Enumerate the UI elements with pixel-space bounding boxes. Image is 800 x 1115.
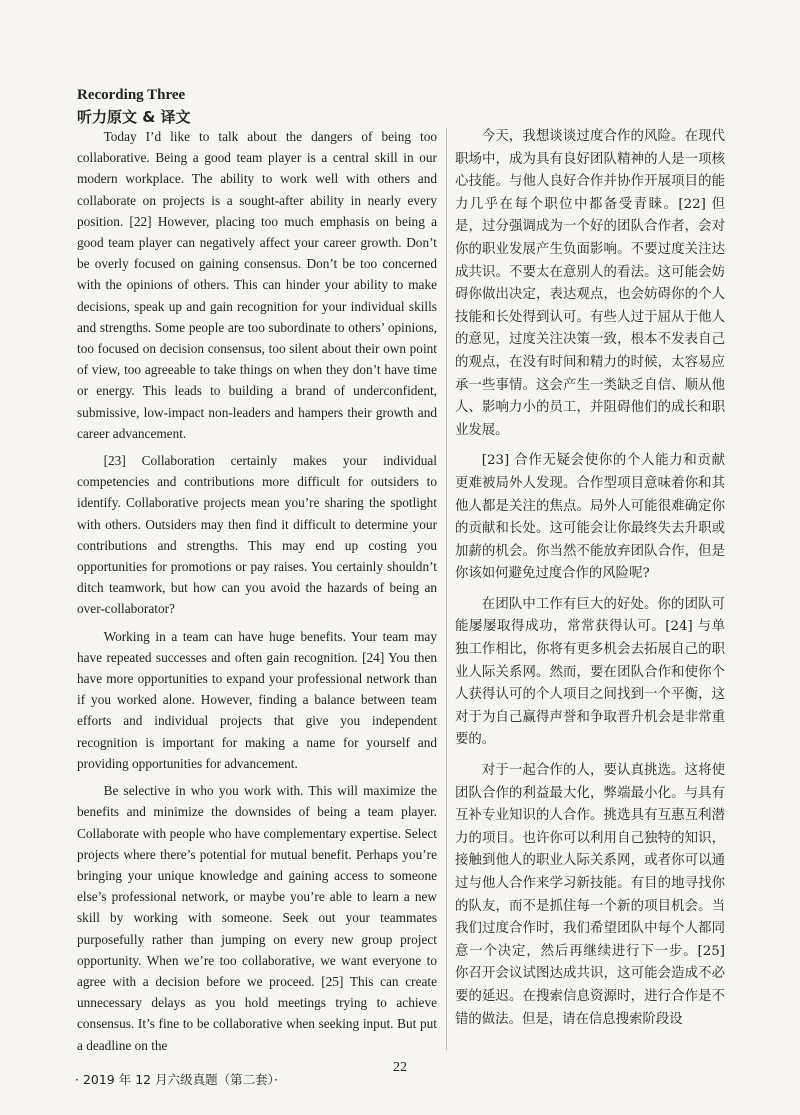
section-title: Recording Three — [77, 87, 186, 103]
section-subtitle: 听力原文 & 译文 — [77, 108, 191, 126]
english-paragraph-1: Today I’d like to talk about the dangers of being too collaborative. Being a good team player is a central skill in our modern workplace. The ability to work well with others and collaborate on projects is a sought-after ability in nearly every position. [22] However, placing too much emphasis on being a good team player can negatively affect your career growth. Don’t be overly focused on gaining consensus. Don’t be too concerned with the opinions of others. This can hinder your ability to make decisions, speak up and gain recognition for your individual skills and strengths. Some people are too subordinate to others’ opinions, too focused on decision consensus, too silent about their own point of view, too agreeable to take things on when they don’t have time or energy. This leads to building a brand of underconfident, submissive, low-impact non-leaders and hampers their growth and career advancement. — [77, 129, 437, 441]
english-paragraph-3: Working in a team can have huge benefits. Your team may have repeated successes and often gain recognition. [24] You then have more opportunities to expand your professional network than if you worked alone. However, finding a balance between team efforts and individual projects that give you independent recognition is important for making a name for yourself and providing opportunities for advancement. — [77, 628, 437, 771]
chinese-paragraph-4: 对于一起合作的人，要认真挑选。这将使团队合作的利益最大化，弊端最小化。与具有互补专业知识的人合作。挑选具有互惠互利潜力的项目。也许你可以利用自己独特的知识，接触到他人的职业人际关系网，或者你可以通过与他人合作来学习新技能。有目的地寻找你的队友，而不是抓住每一个新的项目机会。当我们过度合作时，我们希望团队中每个人都同意一个决定，然后再继续进行下一步。[25] 你召开会议试图达成共识，这可能会造成不必要的延迟。在搜索信息资源时，进行合作是不错的做法。但是，请在信息搜索阶段设 — [455, 763, 725, 1027]
chinese-paragraph-3: 在团队中工作有巨大的好处。你的团队可能屡屡取得成功，常常获得认可。[24] 与单独工作相比，你将有更多机会去拓展自己的职业人际关系网。然而，要在团队合作和使你个人获得认可的个人项目之间找到一个平衡，这对于为自己赢得声誉和争取晋升机会是非常重要的。 — [455, 596, 725, 748]
chinese-paragraph-1: 今天，我想谈谈过度合作的风险。在现代职场中，成为具有良好团队精神的人是一项核心技能。与他人良好合作并协作开展项目的能力几乎在每个职位中都备受青睐。[22] 但是，过分强调成为一个好的团队合作者，会对你的职业发展产生负面影响。不要过度关注达成共识。不要太在意别人的看法。这可能会妨碍你做出决定，表达观点，也会妨碍你的个人技能和长处得到认可。有些人过于屈从于他人的意见，过度关注决策一致，根本不发表自己的观点，在没有时间和精力的时候，太容易应承一些事情。这会产生一类缺乏自信、顺从他人、影响力小的员工，并阻碍他们的成长和职业发展。 — [455, 129, 725, 438]
chinese-translation-column — [455, 126, 725, 1039]
english-paragraph-2: [23] Collaboration certainly makes your individual competencies and contributions more difficult for outsiders to identify. Collaborative projects mean you’re sharing the spotlight with others. Outsiders may then find it difficult to determine your contributions and strengths. This may end up costing you opportunities for promotions or pay raises. You certainly shouldn’t ditch teamwork, but how can you avoid the hazards of being an over-collaborator? — [77, 453, 437, 617]
english-transcript-column — [77, 126, 437, 1062]
chinese-paragraph-2: [23] 合作无疑会使你的个人能力和贡献更难被局外人发现。合作型项目意味着你和其他人都是关注的焦点。局外人可能很难确定你的贡献和长处。这可能会让你最终失去升职或加薪的机会。你当然不能放弃团队合作，但是你该如何避免过度合作的风险呢? — [455, 453, 725, 582]
footer-source: · 2019 年 12 月六级真题（第二套）· — [75, 1072, 278, 1087]
column-divider — [446, 128, 447, 1050]
english-paragraph-4: Be selective in who you work with. This will maximize the benefits and minimize the downsides of being a team player. Collaborate with people who have complementary expertise. Select projects where there’s potential for mutual benefit. Perhaps you’re bringing your unique knowledge and gaining access to someone else’s professional network, or maybe you’re able to learn a new skill by working with someone. Seek out your teammates purposefully rather than jumping on every new group project opportunity. When we’re too collaborative, we want everyone to agree with a decision before we proceed. [25] This can create unnecessary delays as you hold meetings trying to achieve consensus. It’s fine to be collaborative when seeking input. But put a deadline on the — [77, 783, 437, 1053]
page-number: 22 — [393, 1060, 407, 1075]
